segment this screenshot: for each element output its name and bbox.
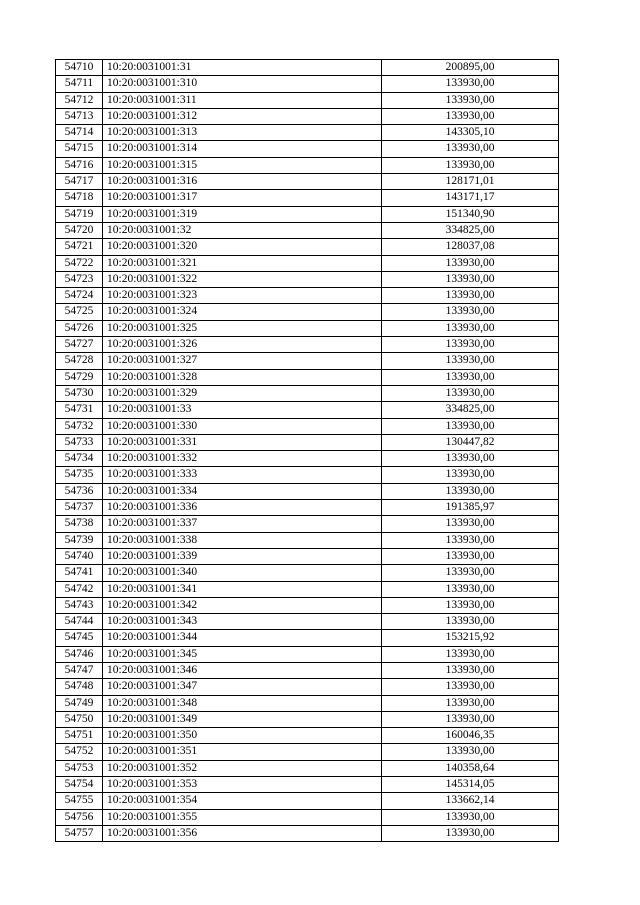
cadastral-value-cell: 128171,01	[382, 174, 559, 190]
table-row	[56, 548, 559, 564]
row-number-cell: 54710	[56, 60, 103, 76]
table-row	[56, 532, 559, 548]
row-number-cell: 54737	[56, 500, 103, 516]
row-number-cell: 54736	[56, 483, 103, 499]
cadastral-value-cell: 143305,10	[382, 125, 559, 141]
table-row	[56, 500, 559, 516]
cadastral-value-cell: 133930,00	[382, 304, 559, 320]
row-number-cell: 54751	[56, 728, 103, 744]
cadastral-number-cell: 10:20:0031001:343	[103, 614, 382, 630]
row-number-cell: 54756	[56, 809, 103, 825]
table-row	[56, 679, 559, 695]
table-row	[56, 271, 559, 287]
cadastral-number-cell: 10:20:0031001:317	[103, 190, 382, 206]
cadastral-number-cell: 10:20:0031001:347	[103, 679, 382, 695]
cadastral-number-cell: 10:20:0031001:349	[103, 711, 382, 727]
cadastral-value-cell: 133930,00	[382, 141, 559, 157]
row-number-cell: 54739	[56, 532, 103, 548]
cadastral-number-cell: 10:20:0031001:328	[103, 369, 382, 385]
row-number-cell: 54729	[56, 369, 103, 385]
row-number-cell: 54725	[56, 304, 103, 320]
row-number-cell: 54750	[56, 711, 103, 727]
cadastral-value-cell: 133930,00	[382, 532, 559, 548]
cadastral-value-cell: 133930,00	[382, 320, 559, 336]
cadastral-number-cell: 10:20:0031001:314	[103, 141, 382, 157]
cadastral-value-cell: 133930,00	[382, 451, 559, 467]
row-number-cell: 54721	[56, 239, 103, 255]
cadastral-value-cell: 133930,00	[382, 662, 559, 678]
cadastral-number-cell: 10:20:0031001:337	[103, 516, 382, 532]
cadastral-number-cell: 10:20:0031001:345	[103, 646, 382, 662]
table-row	[56, 793, 559, 809]
table-row	[56, 385, 559, 401]
row-number-cell: 54755	[56, 793, 103, 809]
row-number-cell: 54754	[56, 777, 103, 793]
row-number-cell: 54730	[56, 385, 103, 401]
table-row	[56, 402, 559, 418]
table-row	[56, 369, 559, 385]
row-number-cell: 54724	[56, 288, 103, 304]
row-number-cell: 54740	[56, 548, 103, 564]
table-row	[56, 777, 559, 793]
cadastral-value-cell: 133930,00	[382, 516, 559, 532]
cadastral-value-cell: 200895,00	[382, 60, 559, 76]
table-row	[56, 108, 559, 124]
cadastral-value-cell: 130447,82	[382, 434, 559, 450]
row-number-cell: 54735	[56, 467, 103, 483]
row-number-cell: 54732	[56, 418, 103, 434]
cadastral-value-cell: 133930,00	[382, 548, 559, 564]
row-number-cell: 54727	[56, 337, 103, 353]
row-number-cell: 54712	[56, 92, 103, 108]
row-number-cell: 54726	[56, 320, 103, 336]
row-number-cell: 54748	[56, 679, 103, 695]
table-row	[56, 728, 559, 744]
cadastral-number-cell: 10:20:0031001:31	[103, 60, 382, 76]
cadastral-value-cell: 334825,00	[382, 222, 559, 238]
cadastral-number-cell: 10:20:0031001:355	[103, 809, 382, 825]
row-number-cell: 54752	[56, 744, 103, 760]
cadastral-number-cell: 10:20:0031001:339	[103, 548, 382, 564]
table-row	[56, 825, 559, 841]
row-number-cell: 54749	[56, 695, 103, 711]
cadastral-value-cell: 133930,00	[382, 255, 559, 271]
cadastral-value-cell: 133930,00	[382, 385, 559, 401]
cadastral-number-cell: 10:20:0031001:327	[103, 353, 382, 369]
cadastral-value-cell: 160046,35	[382, 728, 559, 744]
cadastral-number-cell: 10:20:0031001:323	[103, 288, 382, 304]
row-number-cell: 54741	[56, 565, 103, 581]
table-row	[56, 630, 559, 646]
table-body	[56, 60, 559, 842]
cadastral-number-cell: 10:20:0031001:346	[103, 662, 382, 678]
row-number-cell: 54743	[56, 597, 103, 613]
row-number-cell: 54757	[56, 825, 103, 841]
row-number-cell: 54714	[56, 125, 103, 141]
table-row	[56, 483, 559, 499]
row-number-cell: 54744	[56, 614, 103, 630]
row-number-cell: 54738	[56, 516, 103, 532]
table-row	[56, 809, 559, 825]
row-number-cell: 54718	[56, 190, 103, 206]
table-row	[56, 337, 559, 353]
row-number-cell: 54711	[56, 76, 103, 92]
cadastral-value-cell: 133930,00	[382, 809, 559, 825]
cadastral-value-cell: 133930,00	[382, 76, 559, 92]
row-number-cell: 54717	[56, 174, 103, 190]
table-row	[56, 304, 559, 320]
table-row	[56, 125, 559, 141]
table-row	[56, 467, 559, 483]
row-number-cell: 54728	[56, 353, 103, 369]
cadastral-number-cell: 10:20:0031001:348	[103, 695, 382, 711]
cadastral-number-cell: 10:20:0031001:326	[103, 337, 382, 353]
table-row	[56, 353, 559, 369]
table-row	[56, 190, 559, 206]
cadastral-value-cell: 140358,64	[382, 760, 559, 776]
cadastral-number-cell: 10:20:0031001:344	[103, 630, 382, 646]
cadastral-number-cell: 10:20:0031001:333	[103, 467, 382, 483]
cadastral-value-cell: 133930,00	[382, 337, 559, 353]
cadastral-table-page	[55, 59, 559, 842]
cadastral-number-cell: 10:20:0031001:313	[103, 125, 382, 141]
table-row	[56, 744, 559, 760]
row-number-cell: 54746	[56, 646, 103, 662]
table-row	[56, 141, 559, 157]
cadastral-value-cell: 128037,08	[382, 239, 559, 255]
table-row	[56, 565, 559, 581]
cadastral-number-cell: 10:20:0031001:312	[103, 108, 382, 124]
cadastral-value-cell: 133930,00	[382, 108, 559, 124]
table-row	[56, 451, 559, 467]
row-number-cell: 54722	[56, 255, 103, 271]
cadastral-number-cell: 10:20:0031001:352	[103, 760, 382, 776]
row-number-cell: 54715	[56, 141, 103, 157]
cadastral-number-cell: 10:20:0031001:350	[103, 728, 382, 744]
table-row	[56, 711, 559, 727]
table-row	[56, 581, 559, 597]
cadastral-value-cell: 133930,00	[382, 614, 559, 630]
row-number-cell: 54747	[56, 662, 103, 678]
cadastral-number-cell: 10:20:0031001:310	[103, 76, 382, 92]
cadastral-value-cell: 153215,92	[382, 630, 559, 646]
cadastral-value-cell: 133930,00	[382, 825, 559, 841]
cadastral-number-cell: 10:20:0031001:336	[103, 500, 382, 516]
cadastral-value-cell: 143171,17	[382, 190, 559, 206]
row-number-cell: 54734	[56, 451, 103, 467]
cadastral-value-cell: 334825,00	[382, 402, 559, 418]
cadastral-value-cell: 133930,00	[382, 418, 559, 434]
row-number-cell: 54723	[56, 271, 103, 287]
table-row	[56, 239, 559, 255]
cadastral-number-cell: 10:20:0031001:319	[103, 206, 382, 222]
cadastral-value-cell: 133930,00	[382, 92, 559, 108]
table-row	[56, 597, 559, 613]
cadastral-value-cell: 133930,00	[382, 597, 559, 613]
cadastral-value-cell: 133930,00	[382, 288, 559, 304]
cadastral-value-cell: 133930,00	[382, 271, 559, 287]
cadastral-value-cell: 133930,00	[382, 744, 559, 760]
cadastral-value-cell: 133930,00	[382, 711, 559, 727]
row-number-cell: 54713	[56, 108, 103, 124]
table-row	[56, 222, 559, 238]
table-row	[56, 60, 559, 76]
table-row	[56, 157, 559, 173]
row-number-cell: 54753	[56, 760, 103, 776]
cadastral-value-cell: 133930,00	[382, 646, 559, 662]
cadastral-value-cell: 133930,00	[382, 369, 559, 385]
cadastral-value-cell: 133930,00	[382, 483, 559, 499]
table-row	[56, 418, 559, 434]
cadastral-number-cell: 10:20:0031001:332	[103, 451, 382, 467]
cadastral-value-cell: 133930,00	[382, 581, 559, 597]
cadastral-number-cell: 10:20:0031001:334	[103, 483, 382, 499]
table-row	[56, 76, 559, 92]
table-row	[56, 662, 559, 678]
cadastral-number-cell: 10:20:0031001:342	[103, 597, 382, 613]
cadastral-number-cell: 10:20:0031001:338	[103, 532, 382, 548]
cadastral-value-cell: 151340,90	[382, 206, 559, 222]
table-row	[56, 646, 559, 662]
cadastral-number-cell: 10:20:0031001:330	[103, 418, 382, 434]
cadastral-number-cell: 10:20:0031001:356	[103, 825, 382, 841]
cadastral-value-cell: 133662,14	[382, 793, 559, 809]
cadastral-number-cell: 10:20:0031001:354	[103, 793, 382, 809]
cadastral-number-cell: 10:20:0031001:353	[103, 777, 382, 793]
table-row	[56, 760, 559, 776]
table-row	[56, 92, 559, 108]
cadastral-number-cell: 10:20:0031001:322	[103, 271, 382, 287]
cadastral-number-cell: 10:20:0031001:33	[103, 402, 382, 418]
cadastral-value-table	[55, 59, 559, 842]
cadastral-value-cell: 191385,97	[382, 500, 559, 516]
cadastral-number-cell: 10:20:0031001:324	[103, 304, 382, 320]
cadastral-number-cell: 10:20:0031001:340	[103, 565, 382, 581]
cadastral-number-cell: 10:20:0031001:321	[103, 255, 382, 271]
cadastral-value-cell: 133930,00	[382, 679, 559, 695]
cadastral-number-cell: 10:20:0031001:341	[103, 581, 382, 597]
table-row	[56, 255, 559, 271]
row-number-cell: 54731	[56, 402, 103, 418]
cadastral-number-cell: 10:20:0031001:315	[103, 157, 382, 173]
row-number-cell: 54720	[56, 222, 103, 238]
cadastral-value-cell: 133930,00	[382, 695, 559, 711]
table-row	[56, 434, 559, 450]
cadastral-value-cell: 133930,00	[382, 157, 559, 173]
row-number-cell: 54733	[56, 434, 103, 450]
row-number-cell: 54716	[56, 157, 103, 173]
row-number-cell: 54719	[56, 206, 103, 222]
row-number-cell: 54742	[56, 581, 103, 597]
cadastral-number-cell: 10:20:0031001:320	[103, 239, 382, 255]
cadastral-number-cell: 10:20:0031001:331	[103, 434, 382, 450]
table-row	[56, 614, 559, 630]
table-row	[56, 174, 559, 190]
cadastral-number-cell: 10:20:0031001:316	[103, 174, 382, 190]
row-number-cell: 54745	[56, 630, 103, 646]
table-row	[56, 320, 559, 336]
table-row	[56, 206, 559, 222]
cadastral-number-cell: 10:20:0031001:311	[103, 92, 382, 108]
table-row	[56, 695, 559, 711]
cadastral-number-cell: 10:20:0031001:325	[103, 320, 382, 336]
cadastral-value-cell: 133930,00	[382, 353, 559, 369]
table-row	[56, 516, 559, 532]
cadastral-number-cell: 10:20:0031001:329	[103, 385, 382, 401]
cadastral-value-cell: 133930,00	[382, 467, 559, 483]
cadastral-value-cell: 133930,00	[382, 565, 559, 581]
table-row	[56, 288, 559, 304]
cadastral-number-cell: 10:20:0031001:32	[103, 222, 382, 238]
cadastral-value-cell: 145314,05	[382, 777, 559, 793]
cadastral-number-cell: 10:20:0031001:351	[103, 744, 382, 760]
